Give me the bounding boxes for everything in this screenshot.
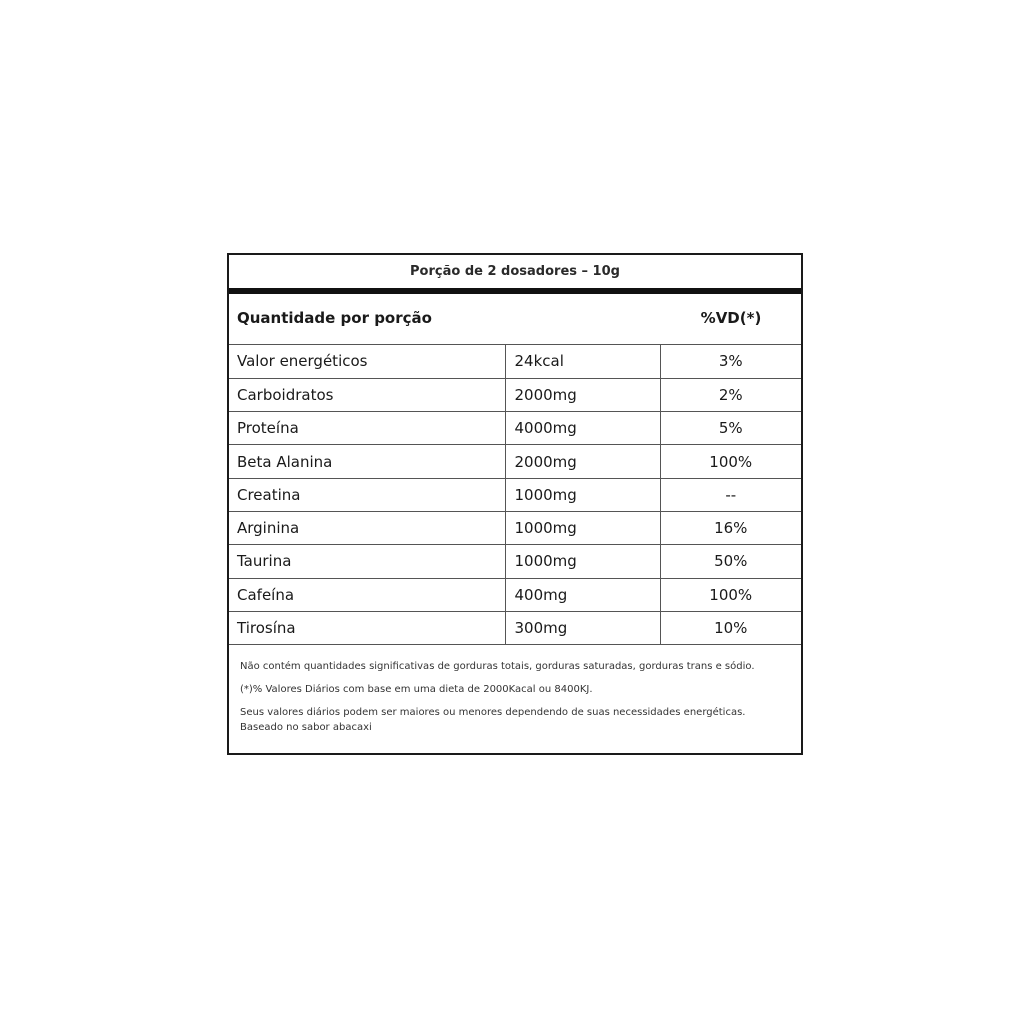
header-quantity: Quantidade por porção <box>237 309 432 327</box>
nutrient-amount: 400mg <box>505 578 660 611</box>
nutrient-daily-value: 16% <box>660 511 801 544</box>
table-row <box>229 345 801 378</box>
footnote-flavor: Baseado no sabor abacaxi <box>240 722 372 734</box>
nutrient-name: Beta Alanina <box>229 445 505 478</box>
nutrient-daily-value: 100% <box>660 578 801 611</box>
nutrient-daily-value: -- <box>660 478 801 511</box>
footnote-energy-needs: Seus valores diários podem ser maiores ou menores dependendo de suas necessidades energéticas. <box>240 707 746 719</box>
nutrient-name: Creatina <box>229 478 505 511</box>
nutrient-daily-value: 50% <box>660 545 801 578</box>
nutrient-name: Carboidratos <box>229 378 505 411</box>
nutrient-daily-value: 10% <box>660 611 801 644</box>
nutrient-amount: 24kcal <box>505 345 660 378</box>
nutrient-amount: 2000mg <box>505 378 660 411</box>
nutrient-name: Taurina <box>229 545 505 578</box>
footnote-no-significant: Não contém quantidades significativas de gorduras totais, gorduras saturadas, gorduras trans e sódio. <box>240 661 755 673</box>
nutrient-name: Cafeína <box>229 578 505 611</box>
nutrient-amount: 1000mg <box>505 478 660 511</box>
nutrient-daily-value: 3% <box>660 345 801 378</box>
table-row <box>229 378 801 411</box>
nutrient-name: Proteína <box>229 412 505 445</box>
nutrient-daily-value: 5% <box>660 412 801 445</box>
table-row <box>229 578 801 611</box>
header-daily-value: %VD(*) <box>700 309 762 327</box>
nutrient-amount: 4000mg <box>505 412 660 445</box>
footnote-daily-values: (*)% Valores Diários com base em uma dieta de 2000Kacal ou 8400KJ. <box>240 684 593 696</box>
table-header <box>229 294 801 345</box>
nutrient-amount: 2000mg <box>505 445 660 478</box>
table-row <box>229 511 801 544</box>
nutrient-name: Valor energéticos <box>229 345 505 378</box>
nutrient-daily-value: 100% <box>660 445 801 478</box>
serving-size: Porção de 2 dosadores – 10g <box>410 264 620 279</box>
table-row <box>229 611 801 644</box>
nutrient-daily-value: 2% <box>660 378 801 411</box>
table-row <box>229 545 801 578</box>
footnotes <box>229 645 801 735</box>
table-row <box>229 445 801 478</box>
nutrition-facts-label <box>227 253 803 755</box>
nutrient-amount: 300mg <box>505 611 660 644</box>
nutrient-amount: 1000mg <box>505 511 660 544</box>
table-row <box>229 478 801 511</box>
nutrient-table <box>229 345 801 645</box>
table-row <box>229 412 801 445</box>
nutrient-name: Arginina <box>229 511 505 544</box>
nutrient-name: Tirosína <box>229 611 505 644</box>
nutrient-amount: 1000mg <box>505 545 660 578</box>
